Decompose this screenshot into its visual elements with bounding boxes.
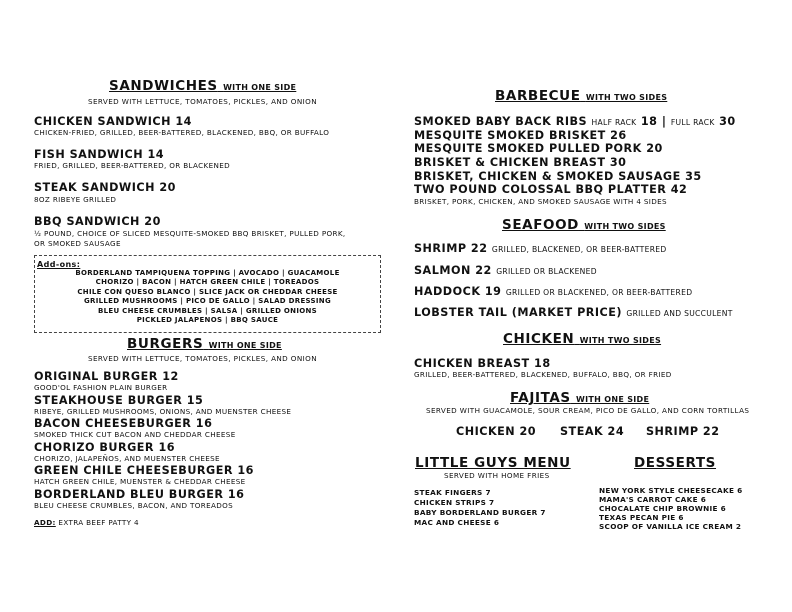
chicken-sandwich-desc: CHICKEN-FRIED, GRILLED, BEER-BATTERED, BLACKENED, BBQ, OR BUFFALO — [34, 128, 330, 137]
fajita-steak: STEAK 24 — [560, 425, 625, 438]
fish-sandwich-desc: FRIED, GRILLED, BEER-BATTERED, OR BLACKENED — [34, 161, 231, 170]
seafood-title-text: SEAFOOD — [502, 217, 579, 233]
barbecue-title — [495, 88, 667, 104]
kids-title: LITTLE GUYS MENU — [415, 455, 571, 471]
salmon-desc: GRILLED OR BLACKENED — [496, 267, 597, 276]
bbq-item: BRISKET & CHICKEN BREAST 30 — [414, 156, 627, 169]
fajita-chicken: CHICKEN 20 — [456, 425, 537, 438]
salmon-name: SALMON 22 — [414, 264, 492, 277]
add-label: ADD: — [34, 518, 56, 527]
green-chile-burger-title: GREEN CHILE CHEESEBURGER 16 — [34, 464, 254, 477]
ribs-full-label: FULL RACK — [670, 118, 715, 127]
bbq-item: TWO POUND COLOSSAL BBQ PLATTER 42 — [414, 183, 688, 196]
ribs-half-price: 18 — [640, 115, 658, 128]
fajitas-tag: WITH ONE SIDE — [576, 395, 650, 404]
ribs-separator: | — [661, 115, 667, 128]
lobster-line — [414, 306, 733, 319]
original-burger-title: ORIGINAL BURGER 12 — [34, 370, 179, 383]
green-chile-burger-desc: HATCH GREEN CHILE, MUENSTER & CHEDDAR CHEESE — [34, 477, 246, 486]
borderland-bleu-burger-title: BORDERLAND BLEU BURGER 16 — [34, 488, 245, 501]
bbq-sandwich-title: BBQ SANDWICH 20 — [34, 215, 161, 228]
burgers-title-text: BURGERS — [127, 336, 204, 352]
kids-item: MAC AND CHEESE 6 — [414, 518, 500, 527]
lobster-name: LOBSTER TAIL (MARKET PRICE) — [414, 306, 623, 319]
ribs-name: SMOKED BABY BACK RIBS — [414, 115, 588, 128]
add-patty-note — [34, 518, 139, 528]
kids-subtitle: SERVED WITH HOME FRIES — [444, 471, 550, 480]
steakhouse-burger-title: STEAKHOUSE BURGER 15 — [34, 394, 204, 407]
addons-label: Add-ons: — [37, 260, 81, 269]
dessert-item: CHOCALATE CHIP BROWNIE 6 — [599, 504, 727, 513]
kids-item: STEAK FINGERS 7 — [414, 488, 491, 497]
chicken-breast-desc: GRILLED, BEER-BATTERED, BLACKENED, BUFFALO, BBQ, OR FRIED — [414, 370, 672, 379]
sandwiches-subtitle: SERVED WITH LETTUCE, TOMATOES, PICKLES, AND ONION — [88, 97, 317, 106]
chicken-sandwich-title: CHICKEN SANDWICH 14 — [34, 115, 192, 128]
platter-desc: BRISKET, PORK, CHICKEN, AND SMOKED SAUSAGE WITH 4 SIDES — [414, 197, 667, 206]
chorizo-burger-title: CHORIZO BURGER 16 — [34, 441, 176, 454]
fajita-shrimp: SHRIMP 22 — [646, 425, 720, 438]
bbq-sandwich-desc-2: OR SMOKED SAUSAGE — [34, 239, 121, 248]
barbecue-tag: WITH TWO SIDES — [585, 93, 668, 102]
steak-sandwich-title: STEAK SANDWICH 20 — [34, 181, 176, 194]
shrimp-name: SHRIMP 22 — [414, 242, 488, 255]
chicken-title-text: CHICKEN — [503, 331, 575, 347]
bbq-sandwich-desc: ½ POUND, CHOICE OF SLICED MESQUITE-SMOKED BBQ BRISKET, PULLED PORK, — [34, 229, 346, 238]
sandwiches-title — [109, 78, 296, 94]
shrimp-line — [414, 242, 667, 255]
steakhouse-burger-desc: RIBEYE, GRILLED MUSHROOMS, ONIONS, AND MUENSTER CHEESE — [34, 407, 292, 416]
sandwiches-tag: WITH ONE SIDE — [223, 83, 297, 92]
fish-sandwich-title: FISH SANDWICH 14 — [34, 148, 165, 161]
steak-sandwich-desc: 8OZ RIBEYE GRILLED — [34, 195, 117, 204]
dessert-item: NEW YORK STYLE CHEESECAKE 6 — [599, 486, 743, 495]
burgers-title — [127, 336, 282, 352]
addon-line: BORDERLAND TAMPIQUENA TOPPING | AVOCADO | GUACAMOLE — [75, 269, 340, 277]
fajitas-title-text: FAJITAS — [510, 390, 571, 406]
ribs-full-price: 30 — [719, 115, 736, 128]
chorizo-burger-desc: CHORIZO, JALAPEÑOS, AND MUENSTER CHEESE — [34, 454, 220, 463]
seafood-tag: WITH TWO SIDES — [584, 222, 666, 231]
chicken-breast-title: CHICKEN BREAST 18 — [414, 357, 551, 370]
borderland-bleu-burger-desc: BLEU CHEESE CRUMBLES, BACON, AND TOREADOS — [34, 501, 234, 510]
add-text: EXTRA BEEF PATTY 4 — [58, 518, 139, 527]
addon-line: CHORIZO | BACON | HATCH GREEN CHILE | TOREADOS — [95, 278, 320, 287]
dessert-item: TEXAS PECAN PIE 6 — [599, 513, 684, 522]
addon-line: GRILLED MUSHROOMS | PICO DE GALLO | SALAD DRESSING — [83, 297, 332, 306]
dessert-item: MAMA'S CARROT CAKE 6 — [599, 495, 707, 504]
ribs-half-label: HALF RACK — [591, 118, 637, 127]
addon-line: PICKLED JALAPENOS | BBQ SAUCE — [136, 316, 279, 325]
desserts-title: DESSERTS — [634, 455, 717, 471]
chicken-title — [503, 331, 661, 347]
chicken-tag: WITH TWO SIDES — [579, 336, 662, 345]
kids-item: BABY BORDERLAND BURGER 7 — [414, 508, 546, 517]
salmon-line — [414, 264, 597, 277]
seafood-title — [502, 217, 666, 233]
original-burger-desc: GOOD'OL FASHION PLAIN BURGER — [34, 383, 168, 392]
haddock-desc: GRILLED OR BLACKENED, OR BEER-BATTERED — [505, 288, 693, 297]
addon-line: CHILE CON QUESO BLANCO | SLICE JACK OR CHEDDAR CHEESE — [77, 287, 338, 296]
haddock-line — [414, 285, 692, 298]
addons-list — [35, 269, 380, 325]
shrimp-desc: GRILLED, BLACKENED, OR BEER-BATTERED — [491, 245, 667, 254]
burgers-subtitle: SERVED WITH LETTUCE, TOMATOES, PICKLES, AND ONION — [88, 354, 317, 363]
kids-item: CHICKEN STRIPS 7 — [414, 498, 495, 507]
ribs-line — [414, 115, 736, 128]
bacon-cheeseburger-title: BACON CHEESEBURGER 16 — [34, 417, 213, 430]
bbq-item: MESQUITE SMOKED PULLED PORK 20 — [414, 142, 663, 155]
fajitas-subtitle: SERVED WITH GUACAMOLE, SOUR CREAM, PICO DE GALLO, AND CORN TORTILLAS — [426, 406, 750, 415]
lobster-desc: GRILLED AND SUCCULENT — [626, 309, 733, 318]
addons-box — [34, 255, 381, 333]
bbq-item: MESQUITE SMOKED BRISKET 26 — [414, 129, 627, 142]
sandwiches-title-text: SANDWICHES — [109, 78, 218, 94]
addon-line: BLEU CHEESE CRUMBLES | SALSA | GRILLED ONIONS — [97, 306, 317, 315]
barbecue-title-text: BARBECUE — [495, 88, 581, 104]
bbq-item: BRISKET, CHICKEN & SMOKED SAUSAGE 35 — [414, 170, 702, 183]
fajitas-title — [510, 390, 649, 406]
burgers-tag: WITH ONE SIDE — [208, 341, 282, 350]
haddock-name: HADDOCK 19 — [414, 285, 502, 298]
bacon-cheeseburger-desc: SMOKED THICK CUT BACON AND CHEDDAR CHEESE — [34, 430, 236, 439]
dessert-item: SCOOP OF VANILLA ICE CREAM 2 — [599, 522, 742, 531]
